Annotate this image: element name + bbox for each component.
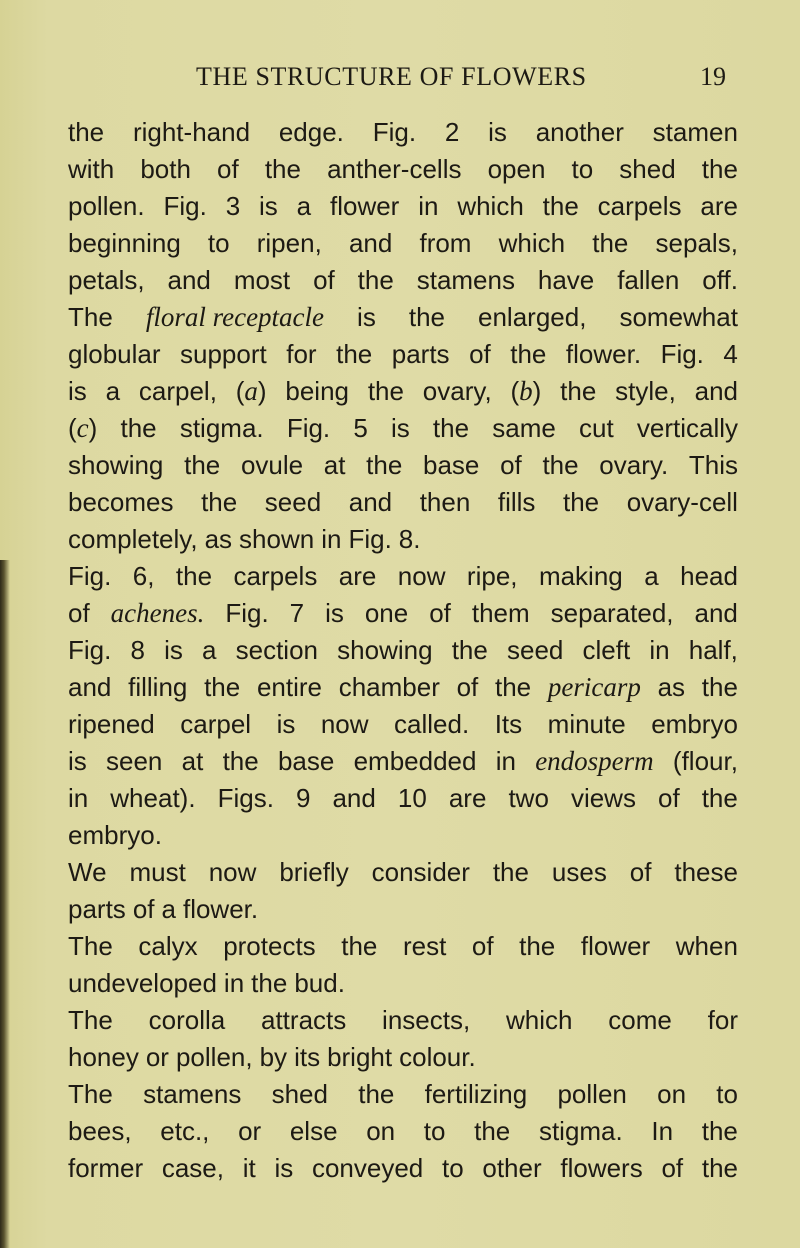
word: 6,	[132, 561, 155, 591]
word: other	[482, 1153, 542, 1183]
word: colour.	[399, 1042, 476, 1072]
word: 8	[130, 635, 145, 665]
text-line	[68, 1039, 738, 1076]
word: and	[348, 228, 393, 258]
word: pericarp	[547, 672, 641, 702]
word: Fig.	[225, 598, 269, 628]
word: separated,	[550, 598, 674, 628]
word: and	[167, 265, 211, 295]
word: and	[694, 598, 738, 628]
word: from	[419, 228, 472, 258]
word: embryo.	[68, 820, 162, 850]
word: is	[276, 709, 296, 739]
word: on	[366, 1116, 396, 1146]
word: shed	[271, 1079, 328, 1109]
word: somewhat	[619, 302, 738, 332]
word: the	[542, 191, 579, 221]
word: the	[251, 968, 288, 998]
word: the	[432, 413, 470, 443]
word: the	[495, 672, 532, 702]
word: and	[332, 783, 376, 813]
word: undeveloped	[68, 968, 217, 998]
word: and	[68, 672, 112, 702]
word: support	[180, 339, 267, 369]
word: flowers	[560, 1153, 643, 1183]
word: Fig.	[286, 413, 331, 443]
word: are	[338, 561, 377, 591]
word: as	[204, 524, 233, 554]
word: ovule	[240, 450, 304, 480]
word: the	[492, 857, 529, 887]
word: fallen	[617, 265, 680, 295]
word: head	[680, 561, 738, 591]
word: carpels	[597, 191, 682, 221]
word: the	[560, 376, 597, 406]
text-line	[68, 1150, 738, 1187]
word: parts	[391, 339, 450, 369]
word: the	[367, 376, 404, 406]
word: seed	[264, 487, 322, 517]
text-line	[68, 891, 738, 928]
word: in	[68, 783, 89, 813]
word: a	[161, 894, 176, 924]
word: stamens	[143, 1079, 242, 1109]
word: at	[181, 746, 204, 776]
word: which	[498, 228, 566, 258]
word: to	[441, 1153, 464, 1183]
word: is	[68, 746, 87, 776]
word: open	[487, 154, 546, 184]
text-line	[68, 336, 738, 373]
word: shown	[239, 524, 315, 554]
word: being	[285, 376, 350, 406]
word: filling	[128, 672, 188, 702]
word: The	[68, 302, 113, 332]
word: of	[313, 265, 335, 295]
word: carpel,	[138, 376, 217, 406]
word: carpels	[233, 561, 318, 591]
word: anther-cells	[327, 154, 462, 184]
text-line	[68, 632, 738, 669]
word: Fig.	[348, 524, 392, 554]
word: same	[492, 413, 556, 443]
word: of	[629, 857, 652, 887]
word: by	[259, 1042, 288, 1072]
text-line	[68, 1076, 738, 1113]
word: (flour,	[672, 746, 738, 776]
word: the	[336, 339, 373, 369]
word: enlarged,	[478, 302, 587, 332]
text-line	[68, 965, 738, 1002]
word: for	[707, 1005, 738, 1035]
word: is	[325, 598, 344, 628]
word: bud.	[294, 968, 345, 998]
word: the	[341, 931, 378, 961]
word: the	[201, 487, 238, 517]
word: a	[644, 561, 659, 591]
text-line	[68, 262, 738, 299]
word: stamens	[416, 265, 515, 295]
word: style,	[615, 376, 676, 406]
word: with	[68, 154, 115, 184]
word: must	[129, 857, 186, 887]
text-line	[68, 1002, 738, 1039]
word: the	[68, 117, 105, 147]
body-text	[68, 114, 738, 1187]
word: former	[68, 1153, 144, 1183]
word: in	[495, 746, 516, 776]
word: it	[242, 1153, 256, 1183]
word: completely,	[68, 524, 198, 554]
text-line	[68, 151, 738, 188]
word: off.	[702, 265, 738, 295]
word: the	[701, 783, 738, 813]
word: showing	[68, 450, 164, 480]
word: the	[358, 1079, 395, 1109]
word: consider	[371, 857, 470, 887]
word: and	[348, 487, 393, 517]
word: to	[571, 154, 594, 184]
word: in	[418, 191, 439, 221]
word: half,	[688, 635, 738, 665]
word: achenes.	[110, 598, 205, 628]
running-title: THE STRUCTURE OF FLOWERS	[196, 62, 587, 91]
word: a	[296, 191, 312, 221]
word: the	[222, 746, 259, 776]
word: ovary,	[422, 376, 492, 406]
text-line	[68, 743, 738, 780]
word: The	[68, 1005, 113, 1035]
word: 5	[353, 413, 368, 443]
word: the	[184, 450, 221, 480]
word: making	[538, 561, 623, 591]
word: calyx	[138, 931, 198, 961]
word: ripe,	[466, 561, 518, 591]
word: the	[204, 672, 241, 702]
word: sepals,	[655, 228, 738, 258]
word: 2	[444, 117, 460, 147]
word: which	[457, 191, 524, 221]
word: 10	[397, 783, 427, 813]
text-line	[68, 299, 738, 336]
word: called.	[394, 709, 470, 739]
text-line	[68, 558, 738, 595]
word: petals,	[68, 265, 145, 295]
text-line	[68, 928, 738, 965]
word: endosperm	[535, 746, 654, 776]
word: base	[423, 450, 480, 480]
word: to	[207, 228, 230, 258]
word: of	[456, 672, 479, 702]
word: when	[675, 931, 738, 961]
word: ovary.	[599, 450, 669, 480]
word: is	[259, 191, 278, 221]
word: 7	[289, 598, 305, 628]
word: these	[674, 857, 738, 887]
word: is	[488, 117, 507, 147]
word: or	[145, 1042, 169, 1072]
word: In	[651, 1116, 674, 1146]
word: protects	[223, 931, 316, 961]
word: of	[429, 598, 451, 628]
text-line	[68, 706, 738, 743]
word: showing	[337, 635, 433, 665]
word: the	[562, 487, 600, 517]
word: ripened	[68, 709, 155, 739]
text-line	[68, 225, 738, 262]
word: of	[471, 931, 494, 961]
word: in	[321, 524, 342, 554]
word: Figs.	[217, 783, 274, 813]
word: embedded	[353, 746, 477, 776]
word: conveyed	[311, 1153, 424, 1183]
word: (a)	[235, 376, 267, 406]
text-line	[68, 447, 738, 484]
word: pollen	[557, 1079, 627, 1109]
word: now	[397, 561, 446, 591]
word: stigma.	[538, 1116, 623, 1146]
page-header	[0, 62, 800, 102]
word: 9	[295, 783, 311, 813]
word: pollen.	[68, 191, 145, 221]
word: of	[68, 598, 90, 628]
word: Fig.	[68, 561, 112, 591]
word: the	[542, 450, 579, 480]
word: is	[357, 302, 376, 332]
word: come	[608, 1005, 672, 1035]
page-binding-shadow	[0, 560, 10, 1248]
word: in	[223, 968, 245, 998]
word: else	[289, 1116, 338, 1146]
word: cleft	[582, 635, 631, 665]
word: The	[68, 1079, 113, 1109]
word: on	[657, 1079, 687, 1109]
word: most	[233, 265, 291, 295]
word: the	[175, 561, 213, 591]
word: and	[694, 376, 738, 406]
word: fills	[497, 487, 536, 517]
word: which	[506, 1005, 573, 1035]
text-line	[68, 484, 738, 521]
text-line	[68, 817, 738, 854]
word: as	[657, 672, 686, 702]
word: at	[323, 450, 346, 480]
word: the	[474, 1116, 511, 1146]
word: Its	[494, 709, 523, 739]
word: chamber	[338, 672, 440, 702]
word: base	[277, 746, 335, 776]
text-line	[68, 410, 738, 447]
word: the	[592, 228, 629, 258]
word: another	[535, 117, 624, 147]
text-line	[68, 854, 738, 891]
word: wheat).	[110, 783, 196, 813]
word: stamen	[652, 117, 738, 147]
word: seen	[106, 746, 163, 776]
word: to	[716, 1079, 738, 1109]
word: the	[120, 413, 157, 443]
word: of	[500, 450, 522, 480]
word: cut	[579, 413, 614, 443]
word: the	[510, 339, 547, 369]
word: of	[657, 783, 680, 813]
word: right-hand	[132, 117, 251, 147]
word: are	[448, 783, 487, 813]
word: the	[451, 635, 488, 665]
text-line	[68, 373, 738, 410]
word: floral receptacle	[145, 302, 325, 332]
word: the	[366, 450, 403, 480]
word: seed	[507, 635, 564, 665]
word: flower.	[565, 339, 642, 369]
word: 8.	[398, 524, 421, 554]
text-line	[68, 114, 738, 151]
word: flower	[329, 191, 400, 221]
word: them	[471, 598, 530, 628]
word: stigma.	[179, 413, 264, 443]
word: one	[364, 598, 409, 628]
text-line	[68, 669, 738, 706]
text-line	[68, 1113, 738, 1150]
word: in	[649, 635, 670, 665]
word: the	[408, 302, 445, 332]
word: ovary-cell	[626, 487, 738, 517]
word: entire	[256, 672, 322, 702]
word: rest	[402, 931, 447, 961]
word: both	[140, 154, 191, 184]
word: the	[357, 265, 394, 295]
word: of	[661, 1153, 684, 1183]
word: We	[68, 857, 107, 887]
text-line	[68, 780, 738, 817]
word: Fig.	[660, 339, 704, 369]
word: have	[537, 265, 595, 295]
word: etc.,	[160, 1116, 210, 1146]
word: of	[469, 339, 491, 369]
word: briefly	[279, 857, 349, 887]
word: attracts	[261, 1005, 347, 1035]
word: This	[688, 450, 738, 480]
word: to	[423, 1116, 446, 1146]
word: then	[419, 487, 471, 517]
word: is	[274, 1153, 294, 1183]
text-line	[68, 188, 738, 225]
word: fertilizing	[424, 1079, 528, 1109]
word: carpel	[180, 709, 252, 739]
word: 4	[723, 339, 738, 369]
word: flower.	[182, 894, 259, 924]
word: pollen,	[175, 1042, 253, 1072]
word: a	[105, 376, 121, 406]
word: globular	[68, 339, 161, 369]
word: or	[238, 1116, 262, 1146]
word: parts	[68, 894, 126, 924]
word: bees,	[68, 1116, 132, 1146]
text-line	[68, 521, 738, 558]
word: honey	[68, 1042, 139, 1072]
word: the	[519, 931, 556, 961]
word: the	[701, 154, 738, 184]
word: is	[164, 635, 183, 665]
word: the	[264, 154, 301, 184]
page-number: 19	[700, 62, 726, 91]
word: 3	[225, 191, 241, 221]
word: corolla	[148, 1005, 226, 1035]
word: views	[570, 783, 636, 813]
word: bright	[327, 1042, 393, 1072]
word: is	[390, 413, 410, 443]
word: the	[701, 672, 738, 702]
word: a	[202, 635, 217, 665]
word: section	[235, 635, 319, 665]
word: becomes	[68, 487, 174, 517]
word: now	[208, 857, 257, 887]
word: ripen,	[256, 228, 322, 258]
word: beginning	[68, 228, 181, 258]
word: uses	[551, 857, 607, 887]
text-line	[68, 595, 738, 632]
word: the	[701, 1116, 738, 1146]
word: embryo	[651, 709, 738, 739]
word: is	[68, 376, 87, 406]
word: minute	[547, 709, 626, 739]
word: two	[508, 783, 549, 813]
word: shed	[619, 154, 676, 184]
word: (b)	[510, 376, 542, 406]
word: insects,	[382, 1005, 471, 1035]
word: Fig.	[163, 191, 207, 221]
word: edge.	[278, 117, 344, 147]
word: The	[68, 931, 113, 961]
word: of	[217, 154, 239, 184]
word: vertically	[636, 413, 738, 443]
word: Fig.	[372, 117, 417, 147]
word: of	[132, 894, 155, 924]
word: for	[286, 339, 317, 369]
word: (c)	[68, 413, 98, 443]
word: the	[701, 1153, 738, 1183]
word: Fig.	[68, 635, 112, 665]
word: flower	[580, 931, 651, 961]
word: now	[320, 709, 369, 739]
word: case,	[161, 1153, 224, 1183]
word: are	[700, 191, 738, 221]
word: its	[294, 1042, 321, 1072]
